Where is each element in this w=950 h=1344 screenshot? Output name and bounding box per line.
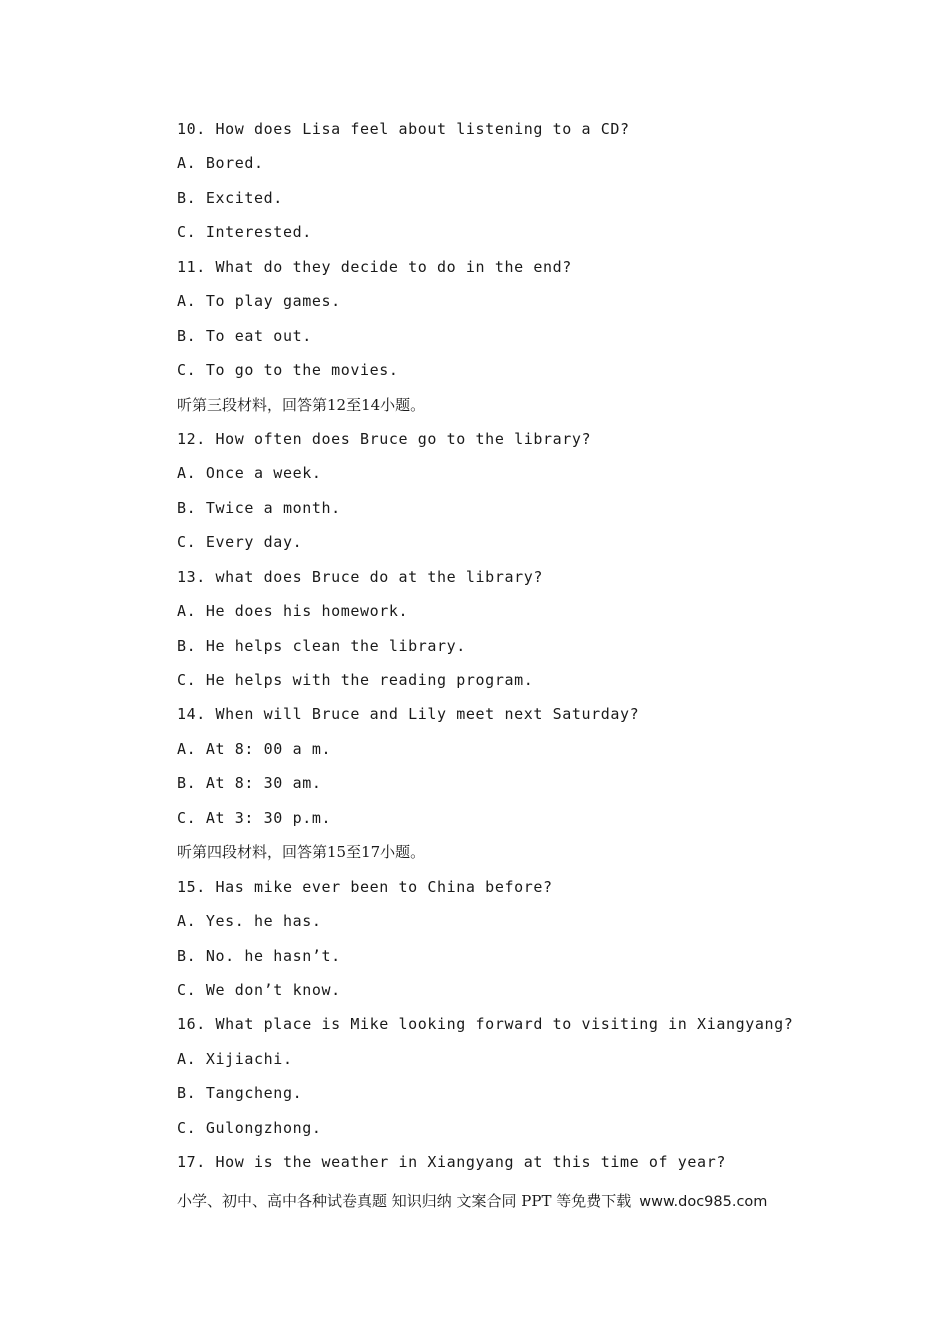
page-footer — [177, 1188, 877, 1214]
option-15-a: A. Yes. he has. — [177, 912, 322, 931]
option-16-b: B. Tangcheng. — [177, 1084, 303, 1103]
question-12: 12. How often does Bruce go to the library? — [177, 429, 592, 448]
question-17: 17. How is the weather in Xiangyang at this time of year? — [177, 1153, 726, 1172]
option-13-b: B. He helps clean the library. — [177, 636, 466, 655]
section-instruction-4: 听第四段材料，回答第15至17小题。 — [177, 843, 426, 862]
option-15-b: B. No. he hasn’t. — [177, 946, 341, 965]
option-10-c: C. Interested. — [177, 223, 312, 242]
footer-text: 小学、初中、高中各种试卷真题 知识归纳 文案合同 PPT 等免费下载 — [177, 1192, 632, 1210]
option-16-a: A. Xijiachi. — [177, 1049, 293, 1068]
option-13-c: C. He helps with the reading program. — [177, 671, 534, 689]
option-11-a: A. To play games. — [177, 292, 341, 311]
option-12-b: B. Twice a month. — [177, 498, 341, 517]
option-10-a: A. Bored. — [177, 154, 264, 173]
option-13-a: A. He does his homework. — [177, 602, 409, 621]
question-11: 11. What do they decide to do in the end? — [177, 257, 572, 276]
question-14: 14. When will Bruce and Lily meet next Saturday? — [177, 705, 640, 724]
option-14-a: A. At 8: 00 a m. — [177, 739, 332, 758]
option-14-b: B. At 8: 30 am. — [177, 774, 322, 793]
question-list — [177, 117, 877, 1185]
option-11-b: B. To eat out. — [177, 326, 312, 345]
question-10: 10. How does Lisa feel about listening to a CD? — [177, 120, 630, 138]
option-14-c: C. At 3: 30 p.m. — [177, 808, 332, 827]
option-11-c: C. To go to the movies. — [177, 361, 399, 380]
section-instruction-3: 听第三段材料，回答第12至14小题。 — [177, 395, 426, 414]
option-12-c: C. Every day. — [177, 533, 303, 552]
option-10-b: B. Excited. — [177, 188, 283, 207]
option-16-c: C. Gulongzhong. — [177, 1118, 322, 1137]
question-16: 16. What place is Mike looking forward to visiting in Xiangyang? — [177, 1015, 794, 1034]
option-15-c: C. We don’t know. — [177, 980, 341, 999]
question-13: 13. what does Bruce do at the library? — [177, 567, 543, 586]
question-15: 15. Has mike ever been to China before? — [177, 877, 553, 896]
option-12-a: A. Once a week. — [177, 464, 322, 483]
footer-link[interactable]: www.doc985.com — [639, 1194, 768, 1210]
